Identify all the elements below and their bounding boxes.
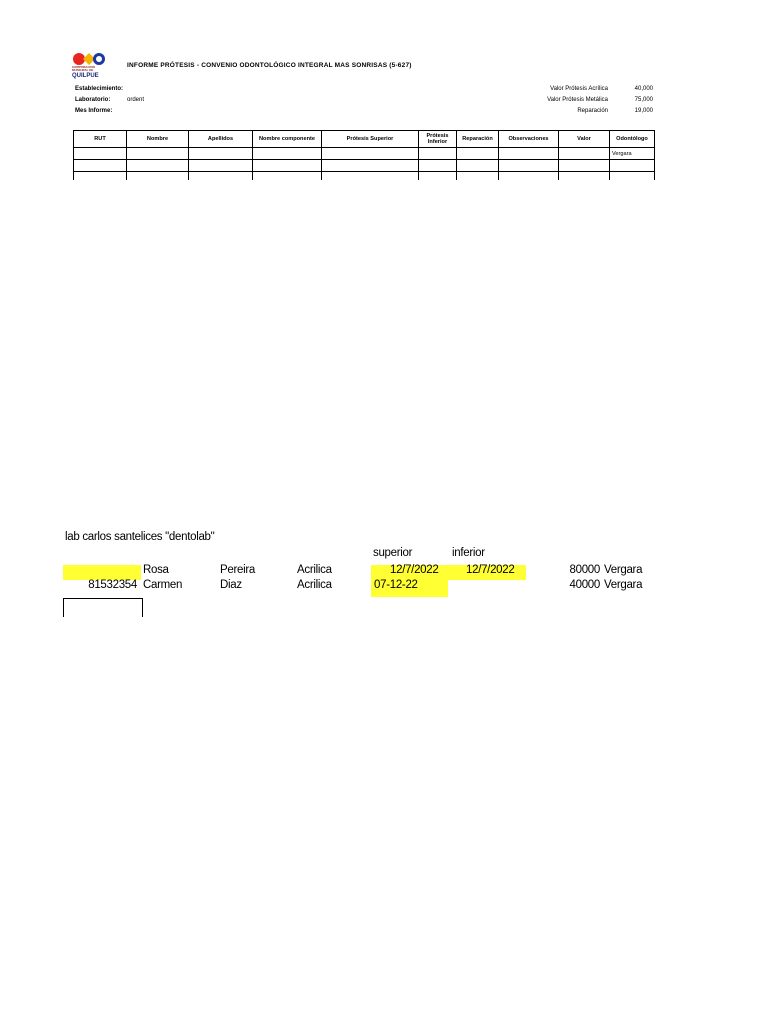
establecimiento-label: Establecimiento: bbox=[75, 86, 124, 92]
table-cell bbox=[499, 160, 559, 172]
table-cell bbox=[189, 160, 253, 172]
inferior-column-label: inferior bbox=[452, 547, 485, 559]
table-row bbox=[74, 160, 655, 172]
header-observaciones: Observaciones bbox=[499, 131, 559, 148]
price-label: Valor Prótesis Acrílica bbox=[550, 86, 608, 92]
row1-apellido: Pereira bbox=[220, 564, 255, 576]
table-row bbox=[74, 172, 655, 181]
price-label: Reparación bbox=[577, 108, 608, 114]
table-cell bbox=[322, 148, 419, 160]
table-cell bbox=[253, 148, 322, 160]
table-cell bbox=[559, 160, 610, 172]
report-title: INFORME PRÓTESIS - CONVENIO ODONTOLÓGICO INTEGRAL MAS SONRISAS (5-627) bbox=[127, 62, 412, 69]
header-reparacion: Reparación bbox=[457, 131, 499, 148]
table-cell bbox=[419, 160, 457, 172]
protesis-table bbox=[73, 130, 655, 180]
row2-tipo: Acrilica bbox=[297, 579, 332, 591]
lab-name-line: lab carlos santelices "dentolab" bbox=[65, 531, 215, 543]
row1-valor: 80000 bbox=[569, 564, 600, 576]
price-value: 19,000 bbox=[634, 108, 653, 114]
cell-selection-box[interactable] bbox=[63, 598, 143, 617]
row2-rut: 81532354 bbox=[88, 579, 137, 591]
table-cell bbox=[499, 148, 559, 160]
row2-superior: 07-12-22 bbox=[374, 579, 418, 591]
table-cell bbox=[419, 148, 457, 160]
highlight-rut bbox=[63, 565, 141, 580]
header-apellidos: Apellidos bbox=[189, 131, 253, 148]
row1-superior: 12/7/2022 bbox=[390, 564, 439, 576]
laboratorio-row bbox=[75, 97, 144, 103]
row1-odontologo: Vergara bbox=[604, 564, 643, 576]
table-row bbox=[74, 148, 655, 160]
table-cell bbox=[322, 160, 419, 172]
row2-odontologo: Vergara bbox=[604, 579, 643, 591]
mes-informe-label: Mes Informe: bbox=[75, 108, 113, 114]
table-cell bbox=[127, 160, 189, 172]
table-cell bbox=[127, 148, 189, 160]
laboratorio-value: ordent bbox=[127, 97, 145, 103]
table-cell bbox=[457, 148, 499, 160]
laboratorio-label: Laboratorio: bbox=[75, 97, 111, 103]
table-cell bbox=[74, 160, 127, 172]
header-nombre-componente: Nombre componente bbox=[253, 131, 322, 148]
header-protesis-superior: Prótesis Superior bbox=[322, 131, 419, 148]
row2-valor: 40000 bbox=[569, 579, 600, 591]
table-cell: Vergara bbox=[610, 148, 655, 160]
establecimiento-row bbox=[75, 86, 127, 92]
row2-apellido: Diaz bbox=[220, 579, 242, 591]
header-protesis-inferior: Prótesis Inferior bbox=[419, 131, 457, 148]
superior-column-label: superior bbox=[373, 547, 413, 559]
corporacion-logo bbox=[72, 52, 106, 78]
table-cell bbox=[253, 160, 322, 172]
row1-inferior: 12/7/2022 bbox=[466, 564, 515, 576]
price-value: 75,000 bbox=[634, 97, 653, 103]
table-cell bbox=[189, 148, 253, 160]
header-odontologo: Odontólogo bbox=[610, 131, 655, 148]
mes-informe-row bbox=[75, 108, 127, 114]
price-label: Valor Prótesis Metálica bbox=[547, 97, 608, 103]
row2-nombre: Carmen bbox=[143, 579, 183, 591]
header-valor: Valor bbox=[559, 131, 610, 148]
price-value: 40,000 bbox=[634, 86, 653, 92]
table-cell bbox=[610, 160, 655, 172]
row1-tipo: Acrilica bbox=[297, 564, 332, 576]
row1-nombre: Rosa bbox=[143, 564, 169, 576]
table-header-row bbox=[74, 131, 655, 148]
logo-line1: CORPORACION bbox=[72, 65, 95, 69]
logo-line2: MUNICIPAL DE bbox=[72, 68, 94, 73]
table-cell bbox=[74, 148, 127, 160]
table-cell bbox=[457, 160, 499, 172]
header-nombre: Nombre bbox=[127, 131, 189, 148]
logo-mark-icon bbox=[72, 52, 106, 66]
logo-name: QUILPUE bbox=[72, 72, 99, 79]
table-cell bbox=[559, 148, 610, 160]
header-rut: RUT bbox=[74, 131, 127, 148]
